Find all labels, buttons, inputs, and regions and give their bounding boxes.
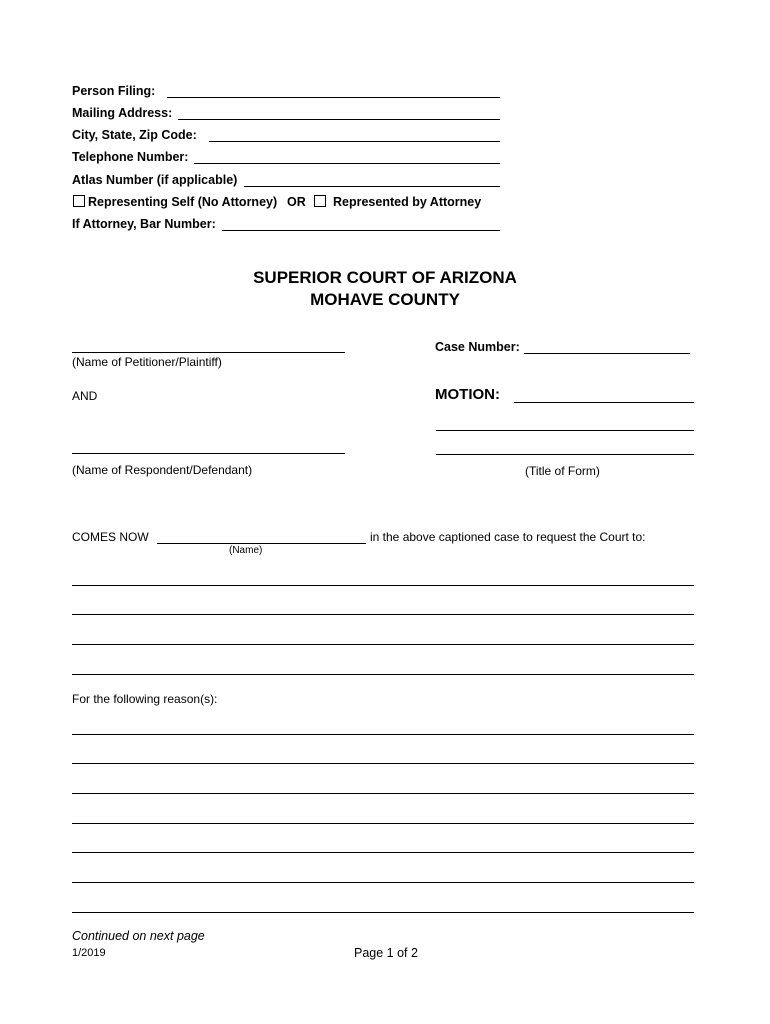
case-number-label: Case Number: <box>435 340 520 354</box>
telephone-label: Telephone Number: <box>72 150 189 164</box>
reason-line-2[interactable] <box>72 763 694 764</box>
petitioner-name-field[interactable] <box>72 352 345 353</box>
comes-now-label: COMES NOW <box>72 530 149 544</box>
name-sublabel: (Name) <box>229 545 263 556</box>
title-of-form-label: (Title of Form) <box>525 464 600 478</box>
represented-attorney-label: Represented by Attorney <box>333 195 482 209</box>
motion-field-2[interactable] <box>436 430 694 431</box>
county-title: MOHAVE COUNTY <box>310 290 460 309</box>
or-label: OR <box>287 195 306 209</box>
atlas-label: Atlas Number (if applicable) <box>72 173 238 187</box>
representing-self-label: Representing Self (No Attorney) <box>88 195 278 209</box>
bar-number-field[interactable] <box>222 230 500 231</box>
request-line-3[interactable] <box>72 644 694 645</box>
request-line-4[interactable] <box>72 674 694 675</box>
respondent-label: (Name of Respondent/Defendant) <box>72 463 253 477</box>
page-number: Page 1 of 2 <box>354 946 418 960</box>
motion-field-3[interactable] <box>436 454 694 455</box>
respondent-name-field[interactable] <box>72 453 345 454</box>
mailing-address-label: Mailing Address: <box>72 106 173 120</box>
reason-line-6[interactable] <box>72 882 694 883</box>
representing-self-checkbox[interactable] <box>73 195 85 207</box>
reason-line-3[interactable] <box>72 793 694 794</box>
petitioner-label: (Name of Petitioner/Plaintiff) <box>72 355 222 369</box>
city-state-zip-label: City, State, Zip Code: <box>72 128 197 142</box>
comes-now-name-field[interactable] <box>157 543 366 544</box>
mailing-address-field[interactable] <box>178 119 500 120</box>
court-title: SUPERIOR COURT OF ARIZONA <box>253 268 517 287</box>
telephone-field[interactable] <box>194 163 500 164</box>
reason-line-7[interactable] <box>72 912 694 913</box>
motion-label: MOTION: <box>435 386 500 403</box>
represented-attorney-checkbox[interactable] <box>314 195 326 207</box>
reason-line-5[interactable] <box>72 852 694 853</box>
person-filing-label: Person Filing: <box>72 84 156 98</box>
reason-line-4[interactable] <box>72 823 694 824</box>
reasons-label: For the following reason(s): <box>72 692 218 706</box>
city-state-zip-field[interactable] <box>209 141 500 142</box>
motion-field-1[interactable] <box>514 402 694 403</box>
atlas-field[interactable] <box>244 186 500 187</box>
reason-line-1[interactable] <box>72 734 694 735</box>
comes-now-tail: in the above captioned case to request the Court to: <box>370 530 646 544</box>
continued-note: Continued on next page <box>72 929 205 943</box>
bar-number-label: If Attorney, Bar Number: <box>72 217 216 231</box>
and-label: AND <box>72 389 98 403</box>
case-number-field[interactable] <box>524 353 690 354</box>
request-line-1[interactable] <box>72 585 694 586</box>
person-filing-field[interactable] <box>167 97 500 98</box>
request-line-2[interactable] <box>72 614 694 615</box>
revision-date: 1/2019 <box>72 947 106 959</box>
